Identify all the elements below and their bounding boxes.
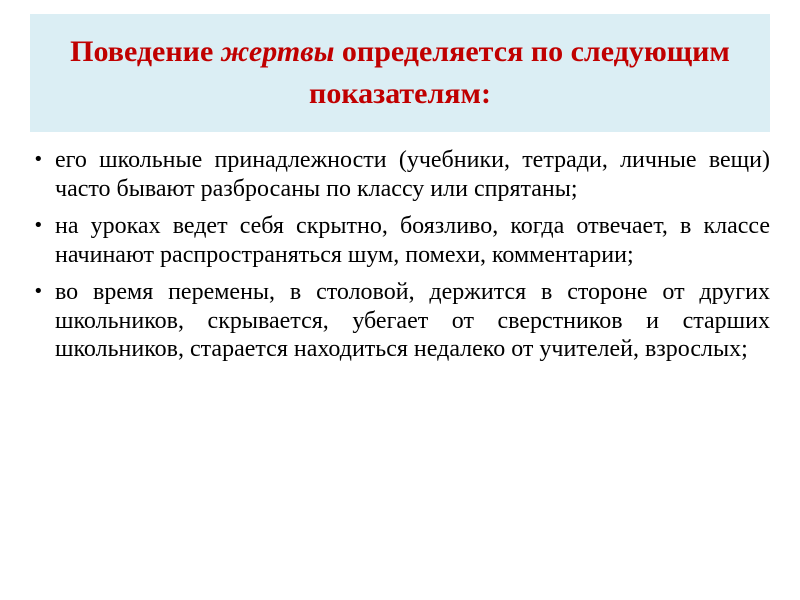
bullet-item: [33, 278, 770, 364]
title-emphasis: жертвы: [220, 35, 335, 68]
title-part-1: Поведение: [70, 35, 221, 68]
bullet-item: [33, 212, 770, 269]
bullet-icon: •: [33, 149, 44, 170]
bullet-text: его школьные принадлежности (учебники, тетради, личные вещи) часто бывают разбросаны по классу или спрятаны;: [55, 147, 770, 202]
bullet-icon: •: [33, 281, 44, 302]
bullet-list: [33, 146, 770, 373]
title-banner: [30, 14, 770, 132]
bullet-item: [33, 146, 770, 203]
bullet-text: на уроках ведет себя скрытно, боязливо, когда отвечает, в классе начинают распространяться шум, помехи, комментарии;: [55, 213, 770, 268]
slide-title: [50, 31, 750, 115]
bullet-icon: •: [33, 215, 44, 236]
title-part-2: определяется по следующим показателям:: [309, 35, 730, 110]
bullet-text: во время перемены, в столовой, держится в стороне от других школьников, скрывается, убегает от сверстников и старших школьников, старается находиться недалеко от учителей, взрослых;: [55, 279, 770, 362]
